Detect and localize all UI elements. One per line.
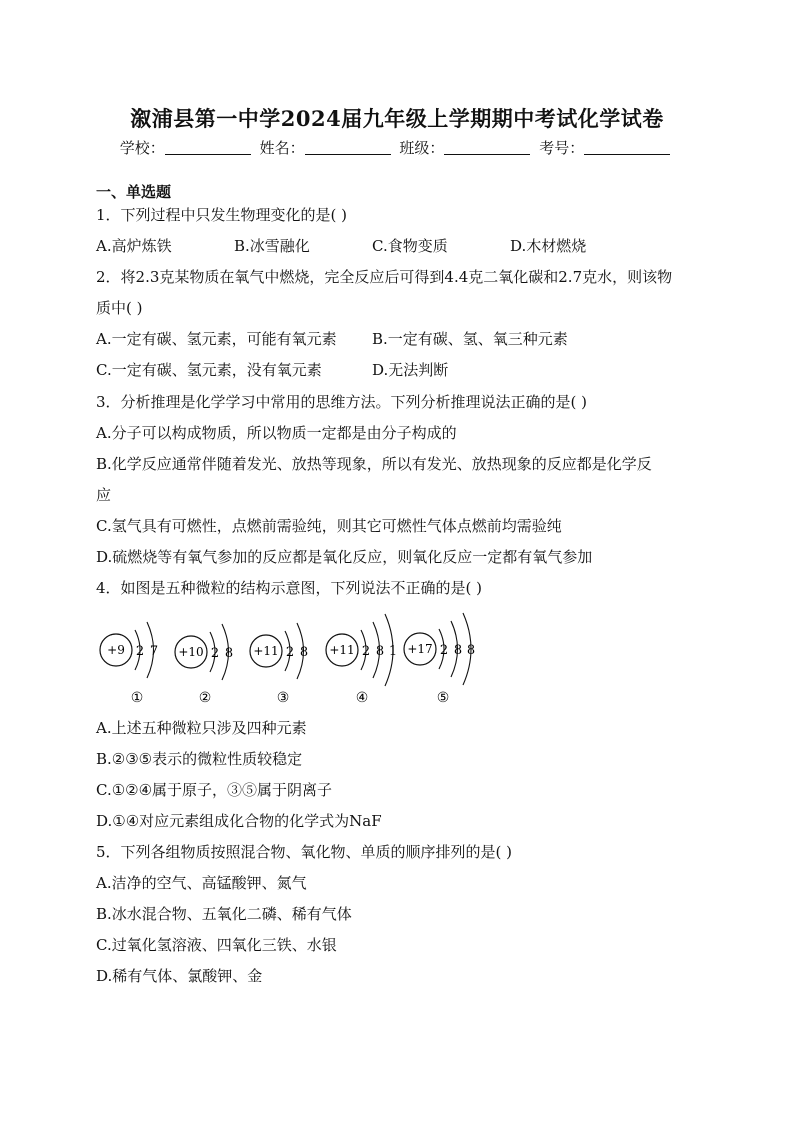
electron-count: 2 xyxy=(210,646,220,661)
q1-option-c: C.食物变质 xyxy=(372,237,448,255)
q4-option-c: C.①②④属于原子，③⑤属于阴离子 xyxy=(96,781,333,799)
atom-structure-diagram xyxy=(90,604,510,710)
electron-count: 1 xyxy=(388,644,398,659)
school-blank[interactable] xyxy=(165,140,251,155)
particle-5 xyxy=(404,613,475,706)
q2-option-d: D.无法判断 xyxy=(372,361,449,379)
q5-option-a: A.洁净的空气、高锰酸钾、氮气 xyxy=(96,874,307,892)
nucleus-charge: +17 xyxy=(407,642,433,656)
q1-option-a: A.高炉炼铁 xyxy=(96,237,172,255)
q5-option-d: D.稀有气体、氯酸钾、金 xyxy=(96,967,263,985)
electron-count: 7 xyxy=(149,644,159,659)
particle-label: ⑤ xyxy=(436,690,450,706)
q4-option-b: B.②③⑤表示的微粒性质较稳定 xyxy=(96,750,303,768)
q5-stem: 5．下列各组物质按照混合物、氧化物、单质的顺序排列的是( ) xyxy=(96,843,513,861)
particle-4 xyxy=(326,614,397,706)
exam-title: 溆浦县第一中学2024届九年级上学期期中考试化学试卷 xyxy=(130,106,664,131)
q3-option-a: A.分子可以构成物质，所以物质一定都是由分子构成的 xyxy=(96,424,457,442)
electron-count: 8 xyxy=(453,643,463,658)
class-label: 班级： xyxy=(399,139,445,157)
number-label: 考号： xyxy=(539,139,585,157)
particle-label: ③ xyxy=(276,690,290,706)
class-blank[interactable] xyxy=(444,140,530,155)
particle-label: ② xyxy=(198,690,212,706)
q5-option-c: C.过氧化氢溶液、四氧化三铁、水银 xyxy=(96,936,337,954)
q3-option-c: C.氢气具有可燃性，点燃前需验纯，则其它可燃性气体点燃前均需验纯 xyxy=(96,517,562,535)
section-heading: 一、单选题 xyxy=(96,183,172,201)
electron-count: 2 xyxy=(361,644,371,659)
electron-count: 8 xyxy=(466,643,476,658)
name-label: 姓名： xyxy=(259,139,305,157)
electron-count: 8 xyxy=(299,645,309,660)
school-label: 学校： xyxy=(119,139,165,157)
q2-option-c: C.一定有碳、氢元素，没有氧元素 xyxy=(96,361,322,379)
q1-stem: 1．下列过程中只发生物理变化的是( ) xyxy=(96,206,348,224)
q3-option-d: D.硫燃烧等有氧气参加的反应都是氧化反应，则氧化反应一定都有氧气参加 xyxy=(96,548,593,566)
q4-stem: 4．如图是五种微粒的结构示意图，下列说法不正确的是( ) xyxy=(96,579,483,597)
number-blank[interactable] xyxy=(584,140,670,155)
electron-count: 8 xyxy=(375,644,385,659)
q4-option-d: D.①④对应元素组成化合物的化学式为NaF xyxy=(96,812,382,830)
nucleus-charge: +11 xyxy=(253,644,279,658)
electron-count: 2 xyxy=(285,645,295,660)
q3-option-b-line2: 应 xyxy=(96,486,112,504)
nucleus-charge: +10 xyxy=(178,645,204,659)
student-info-line xyxy=(0,137,794,158)
q2-option-b: B.一定有碳、氢、氧三种元素 xyxy=(372,330,568,348)
electron-count: 2 xyxy=(439,643,449,658)
q1-option-d: D.木材燃烧 xyxy=(510,237,587,255)
q2-stem-line2: 质中( ) xyxy=(96,299,143,317)
name-blank[interactable] xyxy=(305,140,391,155)
q3-stem: 3．分析推理是化学学习中常用的思维方法。下列分析推理说法正确的是( ) xyxy=(96,393,588,411)
particle-2 xyxy=(175,624,233,706)
q5-option-b: B.冰水混合物、五氧化二磷、稀有气体 xyxy=(96,905,352,923)
q2-option-a: A.一定有碳、氢元素，可能有氧元素 xyxy=(96,330,337,348)
particle-label: ① xyxy=(130,690,144,706)
nucleus-charge: +9 xyxy=(107,643,125,657)
particle-3 xyxy=(250,623,308,706)
electron-count: 8 xyxy=(224,646,234,661)
q4-option-a: A.上述五种微粒只涉及四种元素 xyxy=(96,719,307,737)
nucleus-charge: +11 xyxy=(329,643,355,657)
q1-option-b: B.冰雪融化 xyxy=(234,237,310,255)
particle-label: ④ xyxy=(355,690,369,706)
q3-option-b-line1: B.化学反应通常伴随着发光、放热等现象，所以有发光、放热现象的反应都是化学反 xyxy=(96,455,652,473)
electron-count: 2 xyxy=(135,644,145,659)
q2-stem-line1: 2．将2.3克某物质在氧气中燃烧，完全反应后可得到4.4克二氧化碳和2.7克水，则该物 xyxy=(96,268,673,286)
particle-1 xyxy=(100,622,158,706)
